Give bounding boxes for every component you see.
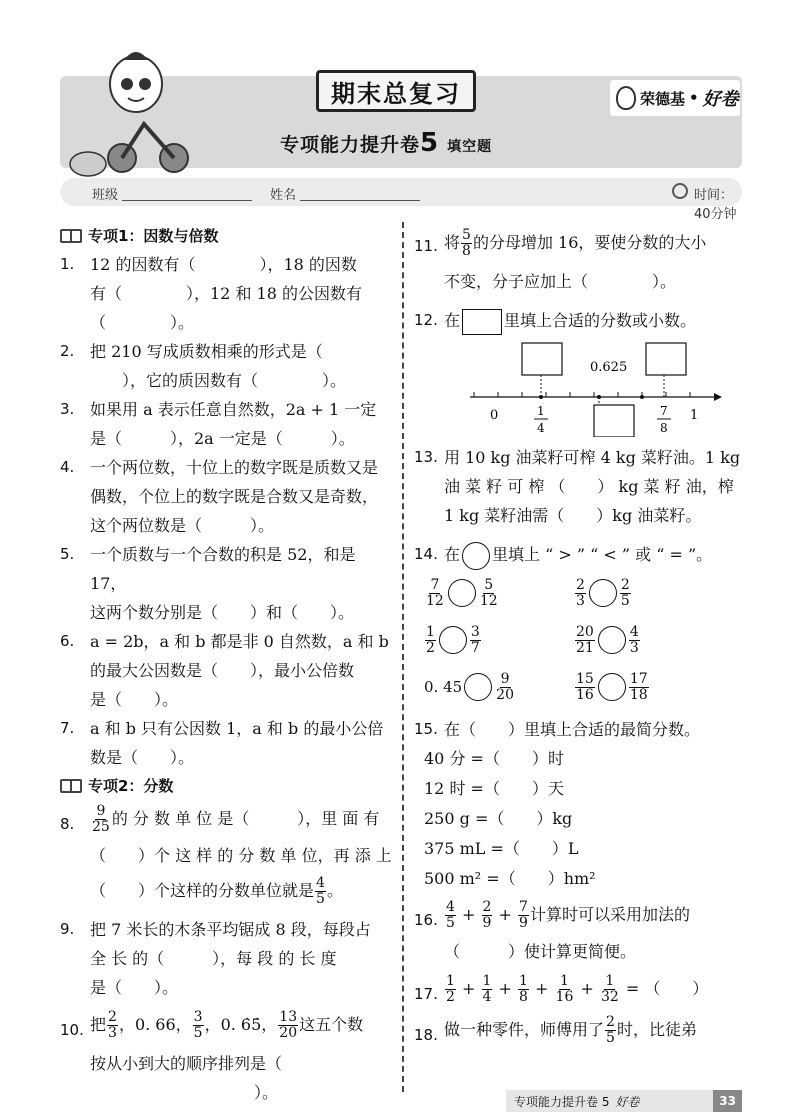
footer-script: 好卷	[615, 1094, 640, 1109]
section-heading: 专项1：因数与倍数	[60, 222, 392, 250]
mascot-illustration	[64, 48, 194, 178]
question-4: 4. 一个两位数，十位上的数字既是质数又是 偶数，个位上的数字既是合数又是奇数， 这个两位数是（ ）。	[60, 458, 379, 535]
number-line	[414, 341, 750, 437]
conversion-item: 40 分 =（ ）时	[424, 748, 564, 768]
comparison-item: $\frac{15}{16}$ $\frac{17}{18}$	[576, 670, 648, 703]
brand-name: 荣德基	[640, 89, 686, 108]
answer-circle[interactable]	[598, 673, 626, 701]
page-footer	[506, 1090, 742, 1112]
label-seven8-n: 7	[660, 404, 668, 418]
time-label: 时间：40分钟	[694, 188, 737, 222]
question-7: 7. a 和 b 只有公因数 1，a 和 b 的最小公倍 数是（ ）。	[60, 719, 384, 767]
conversion-item: 500 m² =（ ）hm²	[424, 868, 596, 888]
comparison-item: $\frac{7}{12}$ $\frac{5}{12}$	[426, 576, 498, 609]
comparison-item: $\frac{1}{2}$ $\frac{3}{7}$	[426, 623, 480, 656]
number-line-graphic	[414, 341, 744, 437]
class-field[interactable]	[122, 200, 252, 201]
question-18: 18. 做一种零件，师傅用了 $\frac{2}{5}$ 时，比徒弟	[414, 1013, 697, 1046]
conversion-item: 375 mL =（ ）L	[424, 838, 579, 858]
answer-box-top-left[interactable]	[522, 343, 562, 375]
answer-box-top-right[interactable]	[646, 343, 686, 375]
question-13: 13. 用 10 kg 油菜籽可榨 4 kg 菜籽油。1 kg 油 菜 籽 可 榨 （ ） kg 菜 籽 油，榨 1 kg 菜籽油需（ ）kg 油菜籽。	[414, 448, 741, 525]
brand-face-icon	[616, 86, 636, 110]
fraction: $\frac{13}{20}$	[279, 1009, 298, 1041]
subtitle: 专项能力提升卷5 填空题	[280, 128, 493, 158]
label-quarter-n: 1	[537, 404, 545, 418]
label-zero: 0	[490, 408, 499, 423]
question-12: 12. 在 里填上合适的分数或小数。	[414, 306, 750, 335]
clock-icon	[672, 183, 688, 199]
left-column	[60, 222, 392, 1107]
label-seven8-d: 8	[660, 421, 668, 435]
name-label: 姓名	[270, 188, 297, 203]
ticks	[474, 392, 690, 397]
question-5: 5. 一个质数与一个合数的积是 52，和是 17， 这两个数分别是（ ）和（ ）。	[60, 545, 356, 622]
question-17: 17. $\frac{1}{2}$ + $\frac{1}{4}$ + $\frac{1}{8}$ + $\frac{1}{16}$ + $\frac{1}{32}$ = （ ）	[414, 972, 709, 1005]
question-16: 16. $\frac{4}{5}$ + $\frac{2}{9}$ + $\frac{7}{9}$ 计算时可以采用加法的 （ ）使计算更简便。	[414, 898, 690, 961]
question-6: 6. a = 2b，a 和 b 都是非 0 自然数，a 和 b 的最大公因数是（ ），最小公倍数 是（ ）。	[60, 632, 389, 709]
fraction: $\frac{5}{8}$	[462, 227, 471, 259]
fraction: $\frac{3}{5}$	[193, 1009, 203, 1041]
question-15: 15. 在（ ）里填上合适的最简分数。	[414, 719, 701, 739]
watermark: 荣德基	[660, 679, 729, 914]
answer-circle[interactable]	[598, 626, 626, 654]
name-field[interactable]	[300, 200, 420, 201]
page-title: 期末总复习	[316, 70, 476, 112]
comparison-item: $\frac{20}{21}$ $\frac{4}{3}$	[576, 623, 639, 656]
fraction: $\frac{4}{5}$	[316, 875, 325, 907]
book-icon	[60, 229, 82, 243]
question-8: 8. $\frac{9}{25}$ 的 分 数 单 位 是（ ），里 面 有 （ ）个 这 样 的 分 数 单 位，再 添 上 （ ）个这样的分数单位就是 $\frac{4}{5}$ 。	[60, 803, 392, 907]
section-heading: 专项2：分数	[60, 772, 392, 800]
label-0625: 0.625	[590, 360, 628, 375]
answer-circle[interactable]	[448, 579, 476, 607]
question-14: 14. 在 里填上 “ > ” “ < ” 或 “ = ”。	[414, 540, 750, 570]
book-icon	[60, 779, 82, 793]
label-quarter-d: 4	[537, 421, 545, 435]
question-9: 9. 把 7 米长的木条平均锯成 8 段，每段占 全 长 的（ ），每 段 的 长 度 是（ ）。	[60, 920, 371, 997]
column-divider	[402, 222, 404, 1092]
answer-box[interactable]	[462, 309, 502, 335]
comparison-grid	[414, 578, 750, 703]
answer-circle[interactable]	[462, 542, 490, 570]
question-1: 1. 12 的因数有（ ），18 的因数 有（ ），12 和 18 的公因数有 （ ）。	[60, 255, 362, 332]
comparison-item: $\frac{2}{3}$ $\frac{2}{5}$	[576, 576, 630, 609]
label-one: 1	[690, 408, 699, 423]
question-11: 11. 将 $\frac{5}{8}$ 的分母增加 16，要使分数的大小 不变，分子应加上（ ）。	[414, 227, 707, 291]
page-number: 33	[713, 1090, 742, 1112]
question-2: 2. 把 210 写成质数相乘的形式是（ ），它的质因数有（ ）。	[60, 342, 347, 390]
conversion-item: 250 g =（ ）kg	[424, 808, 573, 828]
axis-arrow	[714, 393, 722, 401]
comparison-item: 0. 45 $\frac{9}{20}$	[424, 670, 514, 703]
question-3: 3. 如果用 a 表示任意自然数，2a + 1 一定 是（ ），2a 一定是（ ）。	[60, 400, 377, 448]
brand-script: 好卷	[702, 89, 739, 110]
conversion-item: 12 时 =（ ）天	[424, 778, 564, 798]
fraction: $\frac{9}{25}$	[92, 803, 110, 835]
answer-circle[interactable]	[589, 579, 617, 607]
class-label: 班级	[92, 188, 119, 203]
point	[640, 395, 644, 399]
answer-box-bottom[interactable]	[594, 405, 634, 437]
right-column	[414, 228, 750, 1046]
conversion-list	[414, 744, 750, 894]
student-info-row	[60, 178, 742, 222]
footer-label: 专项能力提升卷 5	[514, 1094, 610, 1109]
brand-logo: 荣德基 • 好卷	[610, 80, 740, 116]
answer-circle[interactable]	[439, 626, 467, 654]
fraction: $\frac{2}{3}$	[108, 1009, 117, 1041]
question-10: 10. 把 $\frac{2}{3}$ ，0. 66， $\frac{3}{5}$ ，0. 6̇5̇， $\frac{13}{20}$ 这五个数 按从小到大的顺序排列是（ ）。	[60, 1009, 364, 1102]
answer-circle[interactable]	[464, 673, 492, 701]
